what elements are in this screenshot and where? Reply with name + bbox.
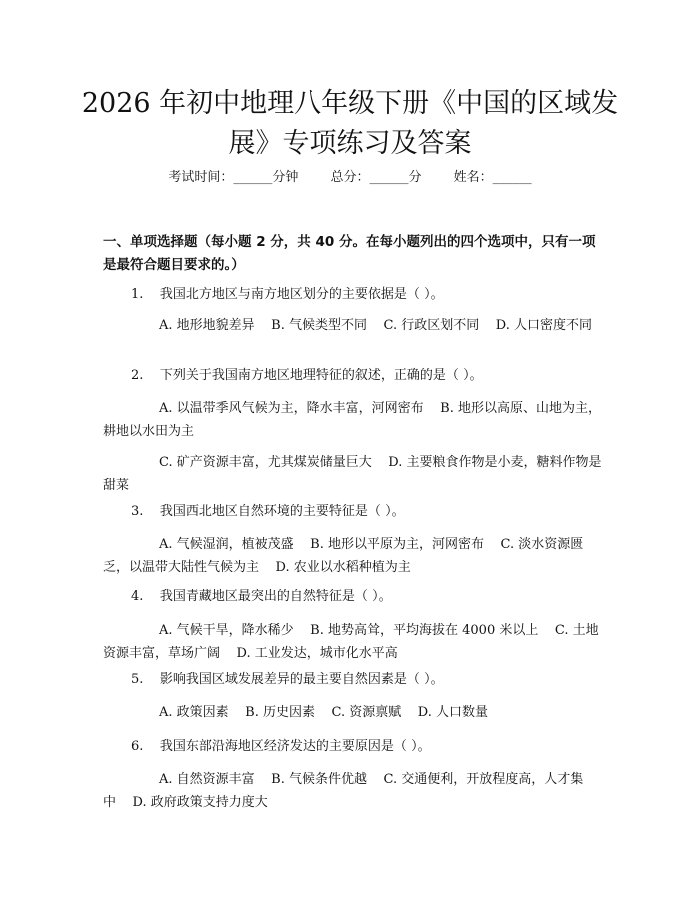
question-options: A. 气候干旱，降水稀少 B. 地势高耸，平均海拔在 4000 米以上 C. 土地资源丰富，草场广阔 D. 工业发达，城市化水平高	[103, 623, 599, 661]
document-title	[0, 84, 700, 164]
question-options: C. 矿产资源丰富，尤其煤炭储量巨大 D. 主要粮食作物是小麦，糖料作物是甜菜	[103, 455, 602, 493]
question-options: A. 气候湿润，植被茂盛 B. 地形以平原为主，河网密布 C. 淡水资源匮乏，以温带大陆性气候为主 D. 农业以水稻种植为主	[103, 537, 584, 575]
section-heading: 一、单项选择题（每小题 2 分，共 40 分。在每小题列出的四个选项中，只有一项是最符合题目要求的。）	[103, 234, 596, 273]
exam-time: 考试时间：______分钟	[168, 170, 299, 185]
exam-score: 总分：______分	[330, 170, 422, 185]
question-stem: 2. 下列关于我国南方地区地理特征的叙述，正确的是（ ）。	[131, 368, 483, 383]
question-stem: 5. 影响我国区域发展差异的最主要自然因素是（ ）。	[131, 672, 444, 687]
title-line-2: 展》专项练习及答案	[228, 128, 472, 159]
question-stem: 3. 我国西北地区自然环境的主要特征是（ ）。	[131, 504, 405, 519]
exam-name: 姓名：______	[453, 170, 532, 185]
question-stem: 4. 我国青藏地区最突出的自然特征是（ ）。	[131, 589, 392, 604]
exam-info	[0, 168, 700, 188]
title-line-1: 2026 年初中地理八年级下册《中国的区域发	[81, 88, 619, 119]
question-options: A. 自然资源丰富 B. 气候条件优越 C. 交通便利，开放程度高，人才集中 D. 政府政策支持力度大	[103, 772, 584, 810]
question-options: A. 地形地貌差异 B. 气候类型不同 C. 行政区划不同 D. 人口密度不同	[159, 318, 593, 333]
question-stem: 6. 我国东部沿海地区经济发达的主要原因是（ ）。	[131, 739, 431, 754]
question-stem: 1. 我国北方地区与南方地区划分的主要依据是（ ）。	[131, 287, 444, 302]
question-options: A. 以温带季风气候为主，降水丰富，河网密布 B. 地形以高原、山地为主，耕地以水田为主	[103, 401, 602, 439]
question-options: A. 政策因素 B. 历史因素 C. 资源禀赋 D. 人口数量	[159, 705, 489, 720]
